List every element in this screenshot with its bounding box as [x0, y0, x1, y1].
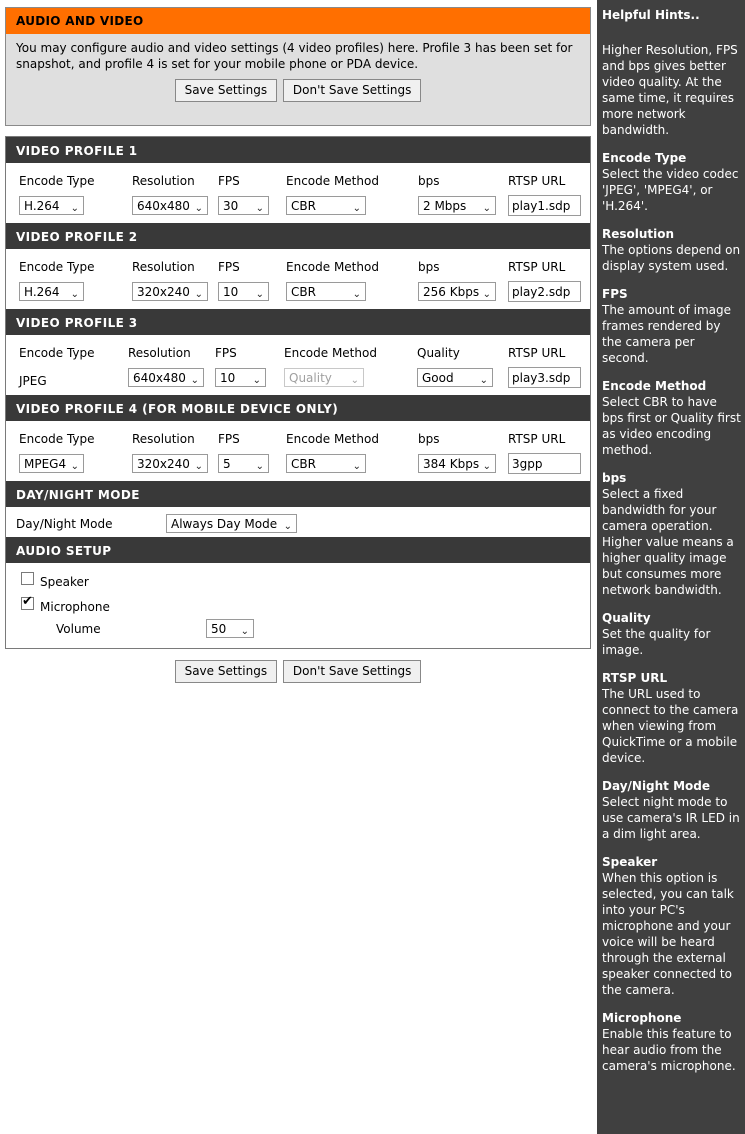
resolution-label: Resolution — [132, 432, 195, 446]
select-value: Good — [422, 371, 454, 385]
profile4-rtsp-url-input[interactable]: 3gpp — [508, 453, 581, 474]
resolution-label: Resolution — [132, 260, 195, 274]
select-value: Quality — [289, 371, 332, 385]
hint-intro: Higher Resolution, FPS and bps gives better video quality. At the same time, it requires more network bandwidth. — [602, 43, 738, 137]
hint-item — [602, 670, 741, 766]
rtsp-url-label: RTSP URL — [508, 432, 566, 446]
encode-method-label: Encode Method — [284, 346, 377, 360]
select-value: 640x480 — [133, 371, 186, 385]
chevron-down-icon: ⌄ — [352, 203, 361, 214]
save-settings-button-top[interactable]: Save Settings — [175, 79, 278, 102]
chevron-down-icon: ⌄ — [482, 203, 491, 214]
profile1-encode-type-select[interactable] — [19, 196, 84, 215]
profile4-encode-type-select[interactable] — [19, 454, 84, 473]
quality-label: Quality — [417, 346, 460, 360]
encode-type-label: Encode Type — [19, 346, 95, 360]
select-value: 320x240 — [137, 457, 190, 471]
profile2-bps-select[interactable] — [418, 282, 496, 301]
encode-method-label: Encode Method — [286, 432, 379, 446]
select-value: H.264 — [24, 285, 60, 299]
bps-label: bps — [418, 260, 440, 274]
hint-item-text: Select the video codec 'JPEG', 'MPEG4', or 'H.264'. — [602, 167, 739, 213]
profile1-fps-select[interactable] — [218, 196, 269, 215]
select-value: Always Day Mode — [171, 517, 278, 531]
hint-item-text: The options depend on display system used. — [602, 243, 741, 273]
chevron-down-icon: ⌄ — [194, 289, 203, 300]
select-value: 256 Kbps — [423, 285, 480, 299]
hint-item — [602, 226, 741, 274]
select-value: H.264 — [24, 199, 60, 213]
profile3-resolution-select[interactable] — [128, 368, 204, 387]
chevron-down-icon: ⌄ — [70, 461, 79, 472]
profile1-bps-select[interactable] — [418, 196, 496, 215]
video-profile-4-header: VIDEO PROFILE 4 (FOR MOBILE DEVICE ONLY) — [6, 395, 590, 421]
chevron-down-icon: ⌄ — [350, 375, 359, 386]
chevron-down-icon: ⌄ — [352, 289, 361, 300]
select-value: CBR — [291, 199, 316, 213]
page-title: AUDIO AND VIDEO — [6, 8, 590, 34]
chevron-down-icon: ⌄ — [283, 521, 292, 532]
rtsp-url-label: RTSP URL — [508, 174, 566, 188]
hint-item-title: Day/Night Mode — [602, 779, 711, 793]
intro-panel — [5, 7, 591, 126]
hint-item — [602, 286, 741, 366]
microphone-checkbox[interactable] — [21, 594, 34, 610]
chevron-down-icon: ⌄ — [194, 461, 203, 472]
hint-item-text: Select a fixed bandwidth for your camera operation. Higher value means a higher quality image but consumes more network bandwidth. — [602, 487, 734, 597]
hint-item — [602, 1010, 741, 1074]
profile3-encode-type-value: JPEG — [19, 374, 47, 388]
fps-label: FPS — [218, 432, 240, 446]
fps-label: FPS — [218, 174, 240, 188]
profile4-bps-select[interactable] — [418, 454, 496, 473]
chevron-down-icon: ⌄ — [240, 626, 249, 637]
select-value: MPEG4 — [24, 457, 67, 471]
hint-item-title: Resolution — [602, 227, 675, 241]
chevron-down-icon: ⌄ — [482, 289, 491, 300]
day-night-mode-label: Day/Night Mode — [16, 517, 113, 531]
chevron-down-icon: ⌄ — [70, 203, 79, 214]
dont-save-settings-button-bottom[interactable]: Don't Save Settings — [283, 660, 422, 683]
resolution-label: Resolution — [128, 346, 191, 360]
speaker-checkbox[interactable] — [21, 572, 34, 585]
hint-item-text: Select CBR to have bps first or Quality first as video encoding method. — [602, 395, 741, 457]
fps-label: FPS — [218, 260, 240, 274]
profile3-rtsp-url-input[interactable]: play3.sdp — [508, 367, 581, 388]
profile2-fps-select[interactable] — [218, 282, 269, 301]
checkmark-icon: ✔ — [22, 594, 33, 609]
hint-item-text: When this option is selected, you can talk into your PC's microphone and your voice will be heard through the external speaker connected to the camera. — [602, 871, 734, 997]
chevron-down-icon: ⌄ — [479, 375, 488, 386]
chevron-down-icon: ⌄ — [255, 461, 264, 472]
hint-item — [602, 778, 741, 842]
hint-item-title: bps — [602, 471, 627, 485]
dont-save-settings-button-top[interactable]: Don't Save Settings — [283, 79, 422, 102]
hint-item-title: Encode Method — [602, 379, 707, 393]
chevron-down-icon: ⌄ — [482, 461, 491, 472]
profile2-rtsp-url-input[interactable]: play2.sdp — [508, 281, 581, 302]
resolution-label: Resolution — [132, 174, 195, 188]
volume-select[interactable] — [206, 619, 254, 638]
profile2-encode-method-select[interactable] — [286, 282, 366, 301]
hint-item-text: Select night mode to use camera's IR LED in a dim light area. — [602, 795, 740, 841]
hint-item-title: RTSP URL — [602, 671, 668, 685]
hint-item — [602, 378, 741, 458]
encode-type-label: Encode Type — [19, 260, 95, 274]
hint-item-title: Microphone — [602, 1011, 682, 1025]
hint-item-text: The amount of image frames rendered by the camera per second. — [602, 303, 732, 365]
profile3-fps-select[interactable] — [215, 368, 266, 387]
profile4-fps-select[interactable] — [218, 454, 269, 473]
video-profile-3-header: VIDEO PROFILE 3 — [6, 309, 590, 335]
day-night-mode-header: DAY/NIGHT MODE — [6, 481, 590, 507]
bps-label: bps — [418, 432, 440, 446]
hint-item — [602, 854, 741, 998]
profile3-quality-select[interactable] — [417, 368, 493, 387]
select-value: CBR — [291, 285, 316, 299]
save-settings-button-bottom[interactable]: Save Settings — [175, 660, 278, 683]
intro-description: You may configure audio and video settings (4 video profiles) here. Profile 3 has been set for snapshot, and profile 4 is set for your mobile phone or PDA device. — [16, 41, 573, 71]
day-night-mode-select[interactable] — [166, 514, 297, 533]
speaker-label: Speaker — [40, 575, 89, 589]
hint-item-title: Speaker — [602, 855, 658, 869]
hint-list — [602, 150, 741, 1074]
volume-label: Volume — [56, 622, 101, 636]
settings-box — [5, 136, 591, 649]
audio-setup-header: AUDIO SETUP — [6, 537, 590, 563]
helpful-hints-title: Helpful Hints.. — [602, 8, 700, 22]
select-value: 10 — [223, 285, 239, 299]
select-value: 5 — [223, 457, 231, 471]
chevron-down-icon: ⌄ — [70, 289, 79, 300]
select-value: 30 — [223, 199, 239, 213]
fps-label: FPS — [215, 346, 237, 360]
chevron-down-icon: ⌄ — [352, 461, 361, 472]
encode-method-label: Encode Method — [286, 174, 379, 188]
select-value: 384 Kbps — [423, 457, 480, 471]
select-value: 50 — [211, 622, 227, 636]
profile2-encode-type-select[interactable] — [19, 282, 84, 301]
hint-item-text: Set the quality for image. — [602, 627, 711, 657]
select-value: 10 — [220, 371, 236, 385]
profile1-resolution-select[interactable] — [132, 196, 208, 215]
profile1-encode-method-select[interactable] — [286, 196, 366, 215]
helpful-hints-panel — [597, 0, 745, 1134]
hint-item-title: Quality — [602, 611, 651, 625]
profile2-resolution-select[interactable] — [132, 282, 208, 301]
hint-item — [602, 610, 741, 658]
chevron-down-icon: ⌄ — [252, 375, 261, 386]
select-value: CBR — [291, 457, 316, 471]
rtsp-url-label: RTSP URL — [508, 346, 566, 360]
hint-item — [602, 150, 741, 214]
encode-type-label: Encode Type — [19, 432, 95, 446]
chevron-down-icon: ⌄ — [194, 203, 203, 214]
video-profile-1-header: VIDEO PROFILE 1 — [6, 137, 590, 163]
profile1-rtsp-url-input[interactable]: play1.sdp — [508, 195, 581, 216]
hint-item-text: Enable this feature to hear audio from the camera's microphone. — [602, 1027, 736, 1073]
select-value: 320x240 — [137, 285, 190, 299]
chevron-down-icon: ⌄ — [255, 289, 264, 300]
select-value: 2 Mbps — [423, 199, 467, 213]
encode-method-label: Encode Method — [286, 260, 379, 274]
encode-type-label: Encode Type — [19, 174, 95, 188]
video-profile-2-header: VIDEO PROFILE 2 — [6, 223, 590, 249]
bps-label: bps — [418, 174, 440, 188]
select-value: 640x480 — [137, 199, 190, 213]
main-panel — [5, 7, 591, 678]
hint-item-text: The URL used to connect to the camera when viewing from QuickTime or a mobile device. — [602, 687, 739, 765]
hint-item-title: Encode Type — [602, 151, 687, 165]
hint-item — [602, 470, 741, 598]
profile4-resolution-select[interactable] — [132, 454, 208, 473]
chevron-down-icon: ⌄ — [255, 203, 264, 214]
chevron-down-icon: ⌄ — [190, 375, 199, 386]
microphone-label: Microphone — [40, 600, 110, 614]
profile3-encode-method-select — [284, 368, 364, 387]
profile4-encode-method-select[interactable] — [286, 454, 366, 473]
hint-item-title: FPS — [602, 287, 628, 301]
rtsp-url-label: RTSP URL — [508, 260, 566, 274]
